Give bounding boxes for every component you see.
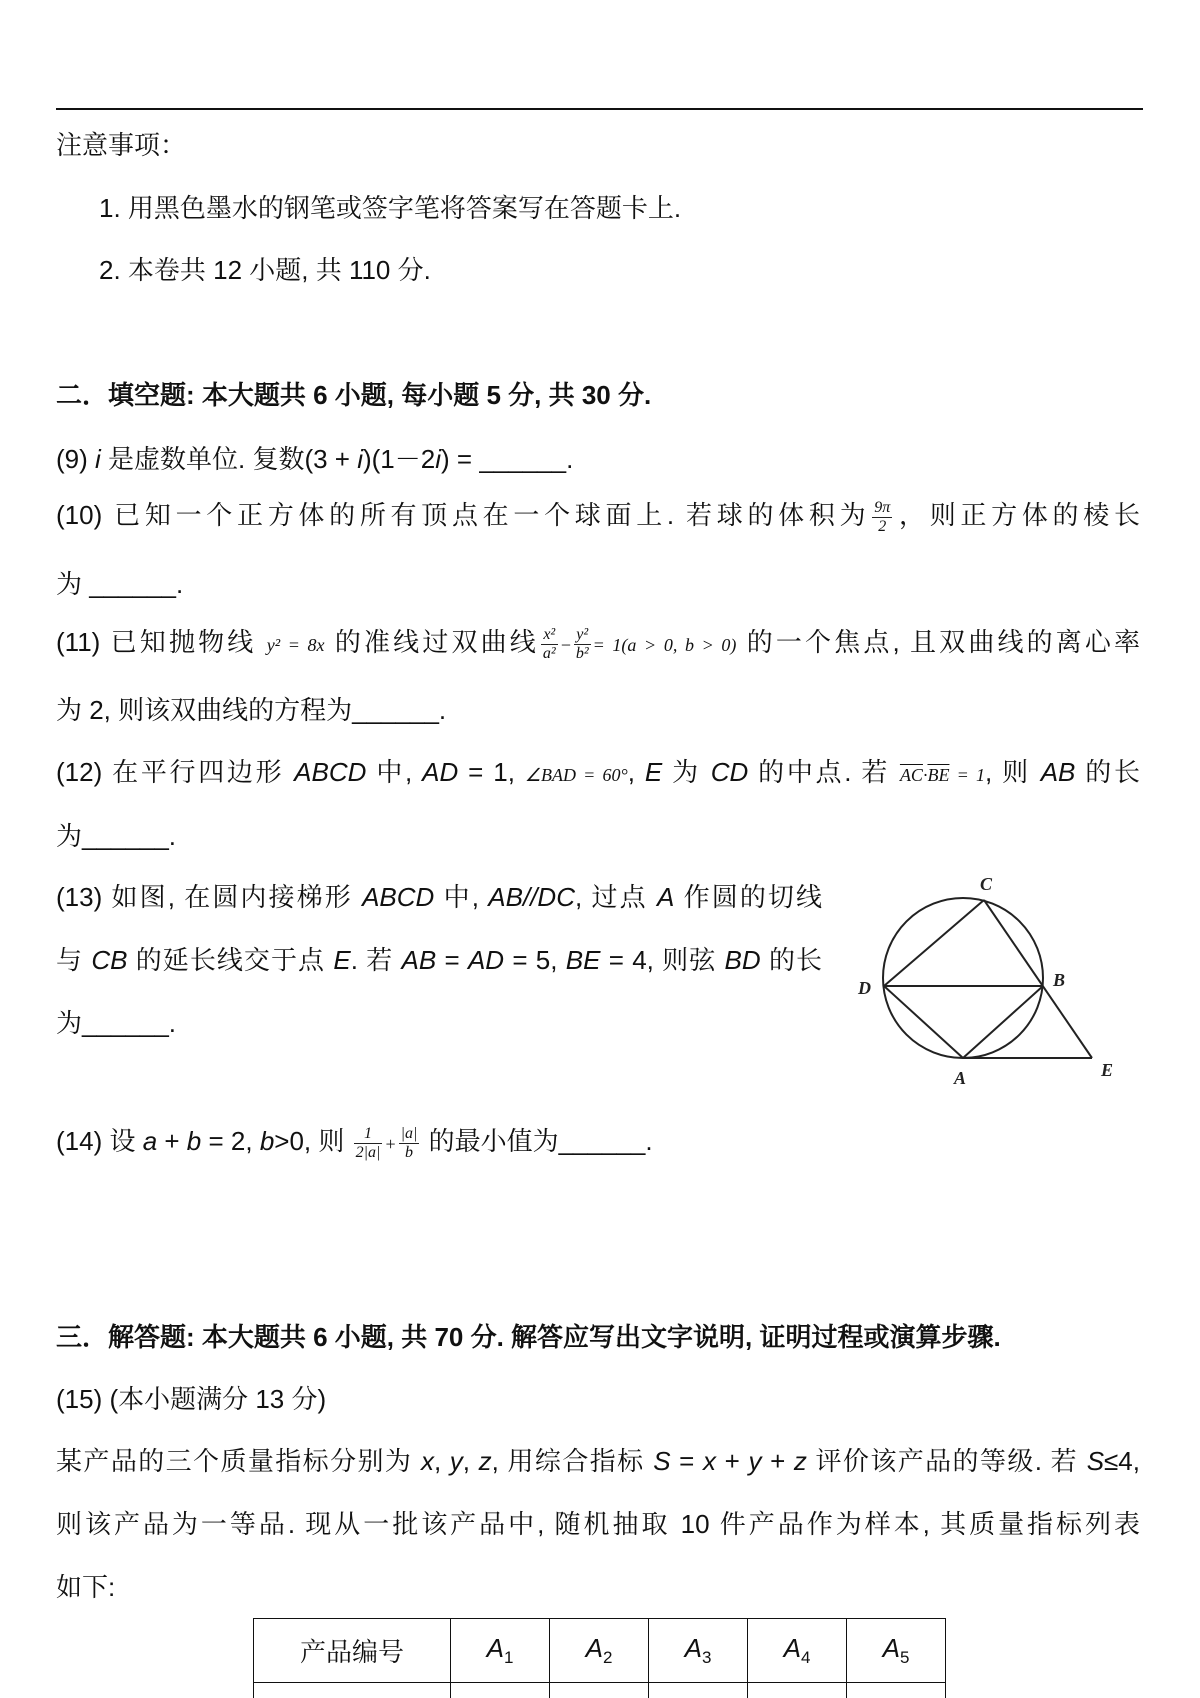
math-variable: y — [748, 1446, 762, 1476]
math-variable: A — [657, 882, 675, 912]
question-15-text — [56, 1442, 1140, 1480]
question-11-continued — [56, 691, 446, 729]
table-cell — [550, 1683, 649, 1698]
table-header-cell — [550, 1619, 649, 1683]
question-15-text: 则该产品为一等品. 现从一批该产品中, 随机抽取 10 件产品作为样本, 其质量指标列表 — [56, 1509, 1140, 1539]
question-text: 与 — [56, 945, 92, 975]
table-cell — [847, 1683, 946, 1698]
table-header-cell — [748, 1619, 847, 1683]
section-heading: 二．填空题: 本大题共 6 小题, 每小题 5 分, 共 30 分. — [56, 380, 652, 410]
math-expression: = 1(a > 0, b > 0) — [592, 635, 737, 655]
question-text: . — [438, 695, 447, 725]
product-index: 5 — [899, 1648, 910, 1668]
fraction-denominator: 2 — [878, 517, 887, 535]
vector-be: $\overline{BE}$ — [927, 765, 950, 785]
fraction — [541, 626, 558, 663]
question-text: 的中点. 若 — [748, 757, 900, 787]
question-text: ) = — [441, 444, 480, 474]
question-text: 为 2, 则该双曲线的方程为 — [56, 695, 353, 725]
fraction-denominator: 2|a| — [355, 1143, 381, 1161]
question-text: 的一个焦点, 且双曲线的离心率 — [736, 627, 1141, 657]
fraction-numerator: y² — [574, 626, 591, 645]
math-variable: i — [435, 444, 442, 474]
circle — [883, 898, 1043, 1058]
product-index: 1 — [503, 1648, 514, 1668]
math-variable: a — [142, 1126, 158, 1156]
fraction — [872, 499, 892, 536]
math-variable: ABCD — [294, 757, 367, 787]
question-text: 作圆的切线 — [674, 882, 823, 912]
question-text: , 用综合指标 — [491, 1446, 654, 1476]
question-9 — [56, 440, 573, 478]
math-variable: b — [259, 1126, 275, 1156]
table-cell — [451, 1683, 550, 1698]
vector-ac: $\overline{AC}$ — [899, 765, 923, 785]
math-variable: z — [478, 1446, 492, 1476]
geometry-figure — [850, 870, 1130, 1095]
question-text: . — [645, 1126, 653, 1156]
math-variable: b — [186, 1126, 202, 1156]
question-text: = 1, — [458, 757, 525, 787]
math-variable: x — [702, 1446, 716, 1476]
point-label-d: D — [858, 978, 871, 998]
fraction — [399, 1125, 420, 1162]
question-text: (13) 如图, 在圆内接梯形 — [56, 882, 363, 912]
question-text: (10) 已知一个正方体的所有顶点在一个球面上. 若球的体积为 — [56, 500, 871, 530]
table — [253, 1618, 946, 1698]
question-15-title: (15) (本小题满分 13 分) — [56, 1384, 327, 1414]
table-cell — [649, 1683, 748, 1698]
notice-title: 注意事项： — [56, 130, 187, 160]
question-text: + — [715, 1446, 749, 1476]
question-text: = 2, — [201, 1126, 260, 1156]
math-variable: CD — [710, 757, 749, 787]
math-variable: S — [653, 1446, 671, 1476]
question-text: 的延长线交于点 — [127, 945, 334, 975]
question-text: 的最小值为 — [421, 1126, 559, 1156]
fraction-numerator: |a| — [400, 1124, 418, 1142]
question-text: , — [433, 1446, 450, 1476]
question-13-continued — [56, 1004, 176, 1042]
question-text: . — [168, 821, 177, 851]
point-label-b: B — [1053, 970, 1066, 990]
fraction-numerator: 9π — [874, 498, 891, 516]
question-text: 是虚数单位. 复数(3 + — [100, 444, 358, 474]
question-text: 中, — [434, 882, 489, 912]
answer-blank: ______ — [82, 1008, 169, 1038]
notice-item: 1. 用黑色墨水的钢笔或签字笔将答案写在答题卡上. — [99, 193, 682, 223]
product-label — [585, 1632, 613, 1668]
question-10-continued — [56, 565, 183, 603]
table-row — [254, 1683, 946, 1698]
math-expression: ∠BAD = 60° — [524, 765, 628, 785]
question-text: 为 — [56, 1008, 83, 1038]
question-text: , — [627, 757, 645, 787]
dot-operator: · — [922, 765, 928, 785]
math-variable: z — [793, 1446, 807, 1476]
question-text: = 5, — [504, 945, 566, 975]
product-label — [882, 1632, 910, 1668]
question-15-text: 如下: — [56, 1572, 116, 1602]
table-cell — [254, 1683, 451, 1698]
fraction-numerator: 1 — [354, 1125, 383, 1144]
answer-blank: ______ — [89, 569, 176, 599]
fraction-numerator: x² — [541, 626, 558, 645]
math-variable: y — [449, 1446, 463, 1476]
quality-index-table — [253, 1618, 947, 1698]
question-12-continued — [56, 817, 176, 855]
question-text: = — [670, 1446, 703, 1476]
question-text: 的准线过双曲线 — [324, 627, 539, 657]
question-text: + — [157, 1126, 187, 1156]
question-12 — [56, 753, 1140, 794]
question-text: . 若 — [350, 945, 402, 975]
question-text: (9) — [56, 444, 95, 474]
table-cell — [748, 1683, 847, 1698]
answer-blank: ______ — [558, 1126, 646, 1156]
product-label — [783, 1632, 811, 1668]
question-text: ，则正方体的棱长 — [894, 500, 1140, 530]
answer-blank: ______ — [479, 444, 567, 474]
question-text: , 过点 — [574, 882, 657, 912]
question-text: ≤4, — [1104, 1446, 1140, 1476]
math-operator: + — [384, 1134, 397, 1154]
point-label-a: A — [954, 1068, 967, 1088]
question-text: , — [462, 1446, 479, 1476]
product-letter: A — [882, 1632, 900, 1663]
table-header-cell — [451, 1619, 550, 1683]
fraction-denominator: b² — [575, 644, 589, 662]
math-variable: AD — [467, 945, 505, 975]
product-letter: A — [585, 1632, 603, 1663]
product-index: 4 — [800, 1648, 811, 1668]
math-variable: CB — [91, 945, 128, 975]
question-text: . — [168, 1008, 177, 1038]
question-text: , 则 — [984, 757, 1041, 787]
question-text: 为 — [56, 569, 90, 599]
question-text: 的长 — [1075, 757, 1140, 787]
question-text: + — [761, 1446, 794, 1476]
math-variable: i — [95, 444, 101, 474]
answer-blank: ______ — [82, 821, 169, 851]
question-11 — [56, 623, 1140, 664]
section-heading: 三．解答题: 本大题共 6 小题, 共 70 分. 解答应写出文字说明, 证明过程或演算步骤. — [56, 1322, 1001, 1352]
math-variable: E — [333, 945, 351, 975]
question-text: = — [436, 945, 468, 975]
math-variable: E — [644, 757, 663, 787]
fraction-denominator: b — [404, 1143, 413, 1161]
product-letter: A — [783, 1632, 801, 1663]
product-index: 3 — [701, 1648, 712, 1668]
math-variable: AD — [422, 757, 459, 787]
product-letter: A — [486, 1632, 504, 1663]
question-text: (11) 已知抛物线 — [56, 627, 267, 657]
top-rule — [56, 108, 1143, 110]
table-header-row — [254, 1619, 946, 1683]
product-letter: A — [684, 1632, 702, 1663]
question-text: 的长 — [760, 945, 822, 975]
question-text: . — [566, 444, 574, 474]
math-variable: AB — [1040, 757, 1076, 787]
question-text: = 4, 则弦 — [600, 945, 725, 975]
math-expression: = 1 — [949, 765, 985, 785]
question-14 — [56, 1122, 653, 1163]
question-text: 中, — [366, 757, 423, 787]
table-header-cell — [847, 1619, 946, 1683]
fraction — [354, 1125, 383, 1162]
question-text: . — [176, 569, 184, 599]
fraction-denominator: a² — [542, 644, 556, 662]
product-index: 2 — [602, 1648, 613, 1668]
math-variable: i — [357, 444, 363, 474]
math-variable: x — [420, 1446, 434, 1476]
question-10 — [56, 496, 1140, 536]
math-operator: − — [559, 635, 572, 655]
math-variable: BE — [565, 945, 601, 975]
question-text: 某产品的三个质量指标分别为 — [56, 1446, 421, 1476]
question-text: 评价该产品的等级. 若 — [806, 1446, 1087, 1476]
math-variable: AB — [401, 945, 437, 975]
math-variable: AB//DC — [488, 882, 575, 912]
question-text: >0, 则 — [274, 1126, 352, 1156]
notice-item: 2. 本卷共 12 小题, 共 110 分. — [99, 255, 431, 285]
question-text: 为 — [662, 757, 711, 787]
question-text: (14) 设 — [56, 1126, 143, 1156]
table-header-cell — [649, 1619, 748, 1683]
segment-cbe — [984, 900, 1092, 1058]
math-expression: y² = 8x — [266, 635, 325, 655]
math-variable: ABCD — [362, 882, 435, 912]
point-label-e: E — [1101, 1060, 1114, 1080]
table-header-cell: 产品编号 — [254, 1619, 451, 1683]
question-text: )(1－2 — [362, 444, 436, 474]
question-text: (12) 在平行四边形 — [56, 757, 295, 787]
product-label — [486, 1632, 514, 1668]
question-13-continued — [56, 941, 822, 979]
question-13 — [56, 878, 822, 916]
question-text: 为 — [56, 821, 83, 851]
answer-blank: ______ — [352, 695, 439, 725]
point-label-c: C — [980, 874, 993, 894]
segment-dc — [884, 900, 984, 986]
fraction — [574, 626, 591, 663]
math-variable: BD — [724, 945, 761, 975]
product-label — [684, 1632, 712, 1668]
math-variable: S — [1086, 1446, 1105, 1476]
